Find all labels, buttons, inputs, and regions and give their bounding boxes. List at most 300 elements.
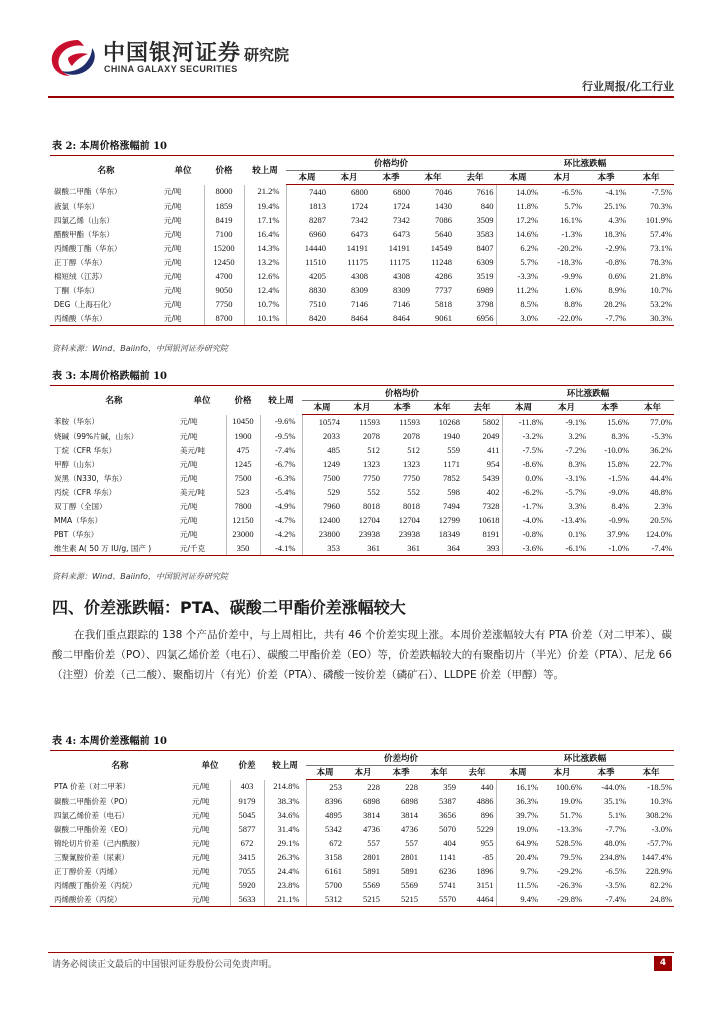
- table-cell: 840: [454, 199, 496, 213]
- table-cell: 24.8%: [628, 892, 674, 907]
- table-cell: 12.6%: [244, 269, 286, 283]
- table-cell: 12704: [398, 514, 420, 525]
- table-row: [50, 892, 674, 907]
- row-name-cell: MMA（华东）: [54, 515, 103, 525]
- table-row: [50, 415, 674, 430]
- table-cell: -85: [458, 850, 496, 864]
- table-cell: -4.7%: [260, 513, 302, 527]
- table-cell: 3583: [454, 227, 496, 241]
- table-cell: 1249: [323, 458, 340, 469]
- table-cell: 3814: [363, 809, 380, 820]
- table-cell: 6161: [325, 865, 342, 876]
- table-row: [50, 499, 674, 513]
- table-cell: 5387: [439, 795, 456, 806]
- table-cell: -7.7%: [605, 823, 627, 834]
- table-row: [50, 227, 674, 241]
- table-cell: 23.8%: [264, 878, 306, 892]
- table4-caption: 表 4: 本周价差涨幅前 10: [52, 736, 168, 747]
- page-number: 4: [654, 956, 672, 971]
- table-cell: 3158: [325, 851, 342, 862]
- table-cell: 552: [407, 486, 420, 497]
- row-name-cell: 甲醇（山东）: [54, 459, 99, 469]
- table-cell: 5215: [344, 892, 382, 907]
- table-cell: 28.2%: [604, 298, 627, 309]
- table-cell: 元/吨: [190, 892, 230, 907]
- row-name-cell: 双丁醇（全国）: [54, 501, 107, 511]
- table-cell: 11248: [431, 256, 452, 267]
- table-cell: 101.9%: [645, 214, 673, 225]
- table-cell: 4205: [309, 270, 326, 281]
- table-cell: 598: [447, 486, 460, 497]
- table-cell: 14549: [430, 242, 452, 253]
- table-cell: 20.4%: [516, 851, 539, 862]
- table-cell: 13.2%: [244, 255, 286, 269]
- table-cell: -22.0%: [540, 311, 584, 326]
- table-cell: 2078: [403, 430, 420, 441]
- table-cell: 5633: [230, 892, 264, 907]
- row-name-cell: 碳酸二甲酯价差（EO）: [54, 824, 133, 834]
- table-cell: 16.4%: [244, 227, 286, 241]
- table-cell: 5802: [462, 415, 502, 430]
- col-header-last-year: 去年: [462, 401, 502, 415]
- table-cell: 475: [226, 443, 260, 457]
- col-header-quarter: 本季: [382, 401, 422, 415]
- table-cell: 4736: [401, 823, 418, 834]
- table-cell: 元/吨: [190, 836, 230, 850]
- table-cell: -4.1%: [260, 541, 302, 556]
- table-cell: 7146: [393, 298, 410, 309]
- table-cell: -26.3%: [557, 879, 583, 890]
- col-header-name: 名称: [50, 386, 178, 415]
- row-name-cell: 丁酮（华东）: [54, 285, 99, 295]
- table-cell: -0.8%: [605, 256, 627, 267]
- table-cell: 元/吨: [162, 213, 204, 227]
- table-cell: 美元/吨: [178, 485, 226, 499]
- table-cell: 0.0%: [525, 472, 544, 483]
- table-cell: 元/吨: [162, 227, 204, 241]
- col-header-year: 本年: [422, 401, 462, 415]
- table-cell: 15200: [204, 241, 244, 255]
- table-cell: 19.4%: [244, 199, 286, 213]
- col-header-wow: 较上周: [260, 386, 302, 415]
- table-cell: 10574: [318, 416, 340, 427]
- table-cell: 672: [329, 837, 342, 848]
- table-cell: 361: [382, 541, 422, 556]
- table-cell: 7342: [393, 214, 410, 225]
- table-row: [50, 255, 674, 269]
- table-cell: 6898: [401, 795, 418, 806]
- col-header-month: 本月: [328, 171, 370, 185]
- table-cell: 57.4%: [650, 228, 673, 239]
- table-row: [50, 241, 674, 255]
- table-cell: -3.3%: [517, 270, 539, 281]
- col-header-year: 本年: [628, 766, 674, 780]
- row-name-cell: 正丁醇价差（丙烯）: [54, 866, 122, 876]
- table-cell: -2.9%: [605, 242, 627, 253]
- table-cell: 2801: [363, 851, 380, 862]
- report-type: 行业周报/化工行业: [581, 80, 674, 93]
- table-cell: 元/吨: [190, 822, 230, 836]
- table-cell: 8.5%: [520, 298, 539, 309]
- table-cell: 512: [407, 444, 420, 455]
- row-name-cell: 正丁醇（华东）: [54, 257, 107, 267]
- table-row: [50, 878, 674, 892]
- table-row: [50, 283, 674, 297]
- col-header-week: 本周: [496, 766, 540, 780]
- table-cell: -6.5%: [561, 186, 583, 197]
- table-cell: 7055: [230, 864, 264, 878]
- table-row: [50, 808, 674, 822]
- table-cell: 25.1%: [604, 200, 627, 211]
- table-cell: 1447.4%: [641, 851, 673, 862]
- table-cell: 元/吨: [162, 241, 204, 255]
- table-cell: 10.7%: [244, 297, 286, 311]
- table-cell: 14440: [304, 242, 326, 253]
- table-cell: 4886: [458, 794, 496, 808]
- table-cell: 元/吨: [178, 513, 226, 527]
- table-cell: 4.3%: [608, 214, 627, 225]
- row-name-cell: 丙烯酸丁酯（华东）: [54, 243, 122, 253]
- table-cell: -8.6%: [522, 458, 544, 469]
- table-cell: 19.0%: [560, 795, 583, 806]
- table-cell: 美元/吨: [178, 443, 226, 457]
- table-cell: 16.1%: [560, 214, 583, 225]
- col-header-unit: 单位: [190, 751, 230, 780]
- table-cell: 350: [226, 541, 260, 556]
- row-name-cell: 维生素 A( 50 万 IU/g, 国产 ): [50, 541, 178, 556]
- table-cell: 0.1%: [568, 528, 587, 539]
- col-header-month: 本月: [545, 401, 588, 415]
- table-row: [50, 794, 674, 808]
- table-cell: 21.2%: [244, 185, 286, 200]
- table-cell: 12450: [204, 255, 244, 269]
- row-name-cell: PTA 价差（对二甲苯）: [54, 782, 131, 792]
- table-cell: -9.5%: [260, 429, 302, 443]
- table-cell: -6.1%: [545, 541, 588, 556]
- table-cell: 6236: [439, 865, 456, 876]
- table-cell: 8.3%: [611, 430, 630, 441]
- table-row: [50, 185, 674, 200]
- table-cell: 3656: [439, 809, 456, 820]
- section-title: 四、价差涨跌幅：PTA、碳酸二甲酯价差涨幅较大: [52, 598, 406, 617]
- table-cell: 12.4%: [244, 283, 286, 297]
- col-group-spread-avg: 价差均价: [306, 751, 496, 766]
- table-cell: 5229: [458, 822, 496, 836]
- table-cell: -29.2%: [557, 865, 583, 876]
- table-cell: -4.1%: [605, 186, 627, 197]
- table-cell: -9.0%: [608, 486, 630, 497]
- table-cell: 353: [302, 541, 342, 556]
- table-cell: -7.4%: [631, 541, 674, 556]
- table-cell: -7.2%: [565, 444, 587, 455]
- table-cell: 7500: [323, 472, 340, 483]
- table-cell: 12704: [358, 514, 380, 525]
- table-cell: 53.2%: [650, 298, 673, 309]
- table-cell: 12799: [438, 514, 460, 525]
- table-cell: 3.3%: [568, 500, 587, 511]
- table-cell: 元/吨: [162, 269, 204, 283]
- table-cell: 8830: [309, 284, 326, 295]
- row-name-cell: 棉短绒（江苏）: [54, 271, 107, 281]
- table-cell: 14.3%: [244, 241, 286, 255]
- table-cell: 4308: [393, 270, 410, 281]
- table-cell: 18.3%: [604, 228, 627, 239]
- table-cell: 7440: [309, 186, 326, 197]
- table-cell: -5.7%: [565, 486, 587, 497]
- table-cell: 9.4%: [496, 892, 540, 907]
- table-cell: 2033: [323, 430, 340, 441]
- table-cell: 35.1%: [604, 795, 627, 806]
- table-cell: -44.0%: [601, 781, 627, 792]
- table-cell: 8396: [325, 795, 342, 806]
- galaxy-logo-icon: [48, 38, 100, 78]
- col-header-unit: 单位: [178, 386, 226, 415]
- table-cell: 23938: [398, 528, 420, 539]
- col-group-change: 环比涨跌幅: [502, 386, 674, 401]
- table-price-rise-top10: [50, 155, 674, 326]
- table-cell: 7852: [443, 472, 460, 483]
- table-row: [50, 527, 674, 541]
- table-cell: 6956: [454, 311, 496, 326]
- table-cell: 17.2%: [516, 214, 539, 225]
- table-cell: -7.4%: [584, 892, 628, 907]
- table-cell: 元/吨: [178, 499, 226, 513]
- table-cell: 1724: [351, 200, 368, 211]
- table-cell: -6.5%: [605, 865, 627, 876]
- table-cell: 6800: [393, 186, 410, 197]
- table-cell: 393: [462, 541, 502, 556]
- table-cell: 234.8%: [599, 851, 627, 862]
- table-cell: 557: [405, 837, 418, 848]
- table-cell: 11593: [399, 416, 420, 427]
- table-cell: 元/吨: [190, 808, 230, 822]
- table-cell: -57.7%: [647, 837, 673, 848]
- table-row: [50, 471, 674, 485]
- table-cell: -3.6%: [502, 541, 545, 556]
- col-header-unit: 单位: [162, 156, 204, 185]
- table-cell: 8191: [462, 527, 502, 541]
- table-cell: 1896: [458, 864, 496, 878]
- table-cell: 3415: [230, 850, 264, 864]
- col-header-quarter: 本季: [370, 171, 412, 185]
- table-cell: 元/吨: [178, 457, 226, 471]
- row-name-cell: 三聚氰胺价差（尿素）: [54, 852, 129, 862]
- table-cell: 5.7%: [520, 256, 539, 267]
- table-cell: 11175: [389, 256, 410, 267]
- table-cell: 7510: [309, 298, 326, 309]
- table-cell: 11175: [347, 256, 368, 267]
- table-cell: 8309: [351, 284, 368, 295]
- table-cell: 7750: [403, 472, 420, 483]
- table-cell: -10.0%: [604, 444, 630, 455]
- table-cell: 7750: [363, 472, 380, 483]
- table-cell: -7.5%: [522, 444, 544, 455]
- table-cell: 214.8%: [264, 780, 306, 795]
- table-cell: 512: [367, 444, 380, 455]
- table-cell: 5342: [325, 823, 342, 834]
- table-row: [50, 199, 674, 213]
- table-cell: -18.5%: [647, 781, 673, 792]
- col-header-quarter: 本季: [584, 766, 628, 780]
- table-cell: 9179: [230, 794, 264, 808]
- table-cell: 15.6%: [607, 416, 630, 427]
- table-cell: 元/吨: [178, 415, 226, 430]
- table-cell: 29.1%: [264, 836, 306, 850]
- col-header-month: 本月: [540, 171, 584, 185]
- table-cell: 元/吨: [178, 527, 226, 541]
- table-cell: 6.2%: [520, 242, 539, 253]
- row-name-cell: 碳酸二甲酯（华东）: [54, 187, 122, 197]
- row-name-cell: 烧碱（99%片碱，山东）: [54, 431, 139, 441]
- table-row: [50, 780, 674, 795]
- table-cell: 8419: [204, 213, 244, 227]
- table-cell: 8464: [370, 311, 412, 326]
- table-row: [50, 864, 674, 878]
- table-cell: 1859: [204, 199, 244, 213]
- row-name-cell: 丙烷（CFR 华东）: [54, 487, 117, 497]
- footer-divider: [48, 952, 674, 953]
- table-cell: 8287: [309, 214, 326, 225]
- table-cell: -1.7%: [522, 500, 544, 511]
- table-cell: 1813: [309, 200, 326, 211]
- col-header-week: 本周: [306, 766, 344, 780]
- table-cell: 404: [443, 837, 456, 848]
- table-cell: 523: [226, 485, 260, 499]
- table-cell: 6898: [363, 795, 380, 806]
- col-header-month: 本月: [344, 766, 382, 780]
- table-cell: -1.3%: [561, 228, 583, 239]
- table-cell: -6.3%: [260, 471, 302, 485]
- table-cell: 228: [367, 781, 380, 792]
- table-cell: 2049: [462, 429, 502, 443]
- col-group-price-avg: 价格均价: [302, 386, 502, 401]
- table-cell: 8.8%: [564, 298, 583, 309]
- table-spread-rise-top10: [50, 750, 674, 907]
- table-cell: -0.9%: [608, 514, 630, 525]
- table-cell: -20.2%: [557, 242, 583, 253]
- table-cell: 4736: [363, 823, 380, 834]
- table-cell: 6309: [454, 255, 496, 269]
- table-cell: 5640: [435, 228, 452, 239]
- table-cell: 1171: [443, 458, 460, 469]
- row-name-cell: PBT（华东）: [54, 529, 99, 539]
- col-header-week: 本周: [502, 401, 545, 415]
- table-cell: 5877: [230, 822, 264, 836]
- col-header-year: 本年: [631, 401, 674, 415]
- table-cell: 8018: [363, 500, 380, 511]
- table-cell: 14191: [388, 242, 410, 253]
- table-cell: -9.1%: [565, 416, 587, 427]
- table-cell: 3.0%: [496, 311, 540, 326]
- page-header: [0, 0, 724, 110]
- table-cell: 7146: [351, 298, 368, 309]
- table-cell: 559: [447, 444, 460, 455]
- footer-disclaimer: 请务必阅读正文最后的中国银河证券股份公司免责声明。: [52, 960, 278, 970]
- table-cell: 228: [405, 781, 418, 792]
- table-cell: 77.0%: [650, 416, 673, 427]
- header-divider: [48, 96, 674, 98]
- table2-source: 资料来源：Wind、Baiinfo，中国银河证券研究院: [52, 344, 228, 353]
- table-cell: 元/吨: [162, 283, 204, 297]
- table-cell: 3519: [454, 269, 496, 283]
- table-cell: 8407: [454, 241, 496, 255]
- table-cell: 3814: [401, 809, 418, 820]
- table-row: [50, 297, 674, 311]
- table-cell: 元/吨: [162, 297, 204, 311]
- col-header-month: 本月: [342, 401, 382, 415]
- col-group-change: 环比涨跌幅: [496, 751, 674, 766]
- table-cell: 8700: [204, 311, 244, 326]
- table-cell: 5700: [325, 879, 342, 890]
- table-cell: -9.9%: [561, 270, 583, 281]
- table-cell: 0.6%: [608, 270, 627, 281]
- table-cell: 14.0%: [516, 186, 539, 197]
- table-cell: -4.2%: [260, 527, 302, 541]
- table-cell: 896: [458, 808, 496, 822]
- table-cell: 24.4%: [264, 864, 306, 878]
- table-cell: 4464: [458, 892, 496, 907]
- table-cell: 14.6%: [516, 228, 539, 239]
- col-header-year: 本年: [420, 766, 458, 780]
- table-cell: 15.8%: [607, 458, 630, 469]
- table-cell: 3509: [454, 213, 496, 227]
- row-name-cell: 丙烯酸价差（丙烷）: [50, 892, 190, 907]
- table-cell: -11.8%: [518, 416, 544, 427]
- col-header-name: 名称: [50, 156, 162, 185]
- table-cell: 70.3%: [650, 200, 673, 211]
- table-cell: 8420: [286, 311, 328, 326]
- col-header-month: 本月: [540, 766, 584, 780]
- table-cell: 5215: [382, 892, 420, 907]
- table-cell: 359: [443, 781, 456, 792]
- col-header-quarter: 本季: [382, 766, 420, 780]
- table-cell: 5.7%: [564, 200, 583, 211]
- table-cell: 7086: [435, 214, 452, 225]
- table-cell: -4.0%: [522, 514, 544, 525]
- table-cell: 1323: [403, 458, 420, 469]
- table-cell: 2.3%: [654, 500, 673, 511]
- table-cell: 1245: [226, 457, 260, 471]
- table-cell: 1323: [363, 458, 380, 469]
- table-cell: 5570: [420, 892, 458, 907]
- table-cell: -5.4%: [260, 485, 302, 499]
- row-name-cell: 苯胺（华东）: [54, 417, 99, 427]
- table-cell: 1430: [435, 200, 452, 211]
- table-cell: 元/吨: [190, 878, 230, 892]
- col-header-year: 本年: [628, 171, 674, 185]
- table-cell: 6473: [393, 228, 410, 239]
- table-cell: 73.1%: [650, 242, 673, 253]
- row-name-cell: DEG（上海石化）: [54, 299, 116, 309]
- table-cell: 6473: [351, 228, 368, 239]
- row-name-cell: 炭黑（N330，华东）: [54, 473, 127, 483]
- table-cell: 402: [462, 485, 502, 499]
- table-cell: 17.1%: [244, 213, 286, 227]
- table-cell: 3798: [454, 297, 496, 311]
- table-row: [50, 513, 674, 527]
- table-row: [50, 269, 674, 283]
- col-header-last-year: 去年: [454, 171, 496, 185]
- table-cell: 361: [342, 541, 382, 556]
- table-row: [50, 836, 674, 850]
- table-cell: 954: [462, 457, 502, 471]
- table-cell: 8464: [328, 311, 370, 326]
- table-cell: 403: [230, 780, 264, 795]
- table-cell: 元/吨: [190, 794, 230, 808]
- table-cell: 64.9%: [516, 837, 539, 848]
- table-cell: 51.7%: [560, 809, 583, 820]
- table-cell: 5891: [363, 865, 380, 876]
